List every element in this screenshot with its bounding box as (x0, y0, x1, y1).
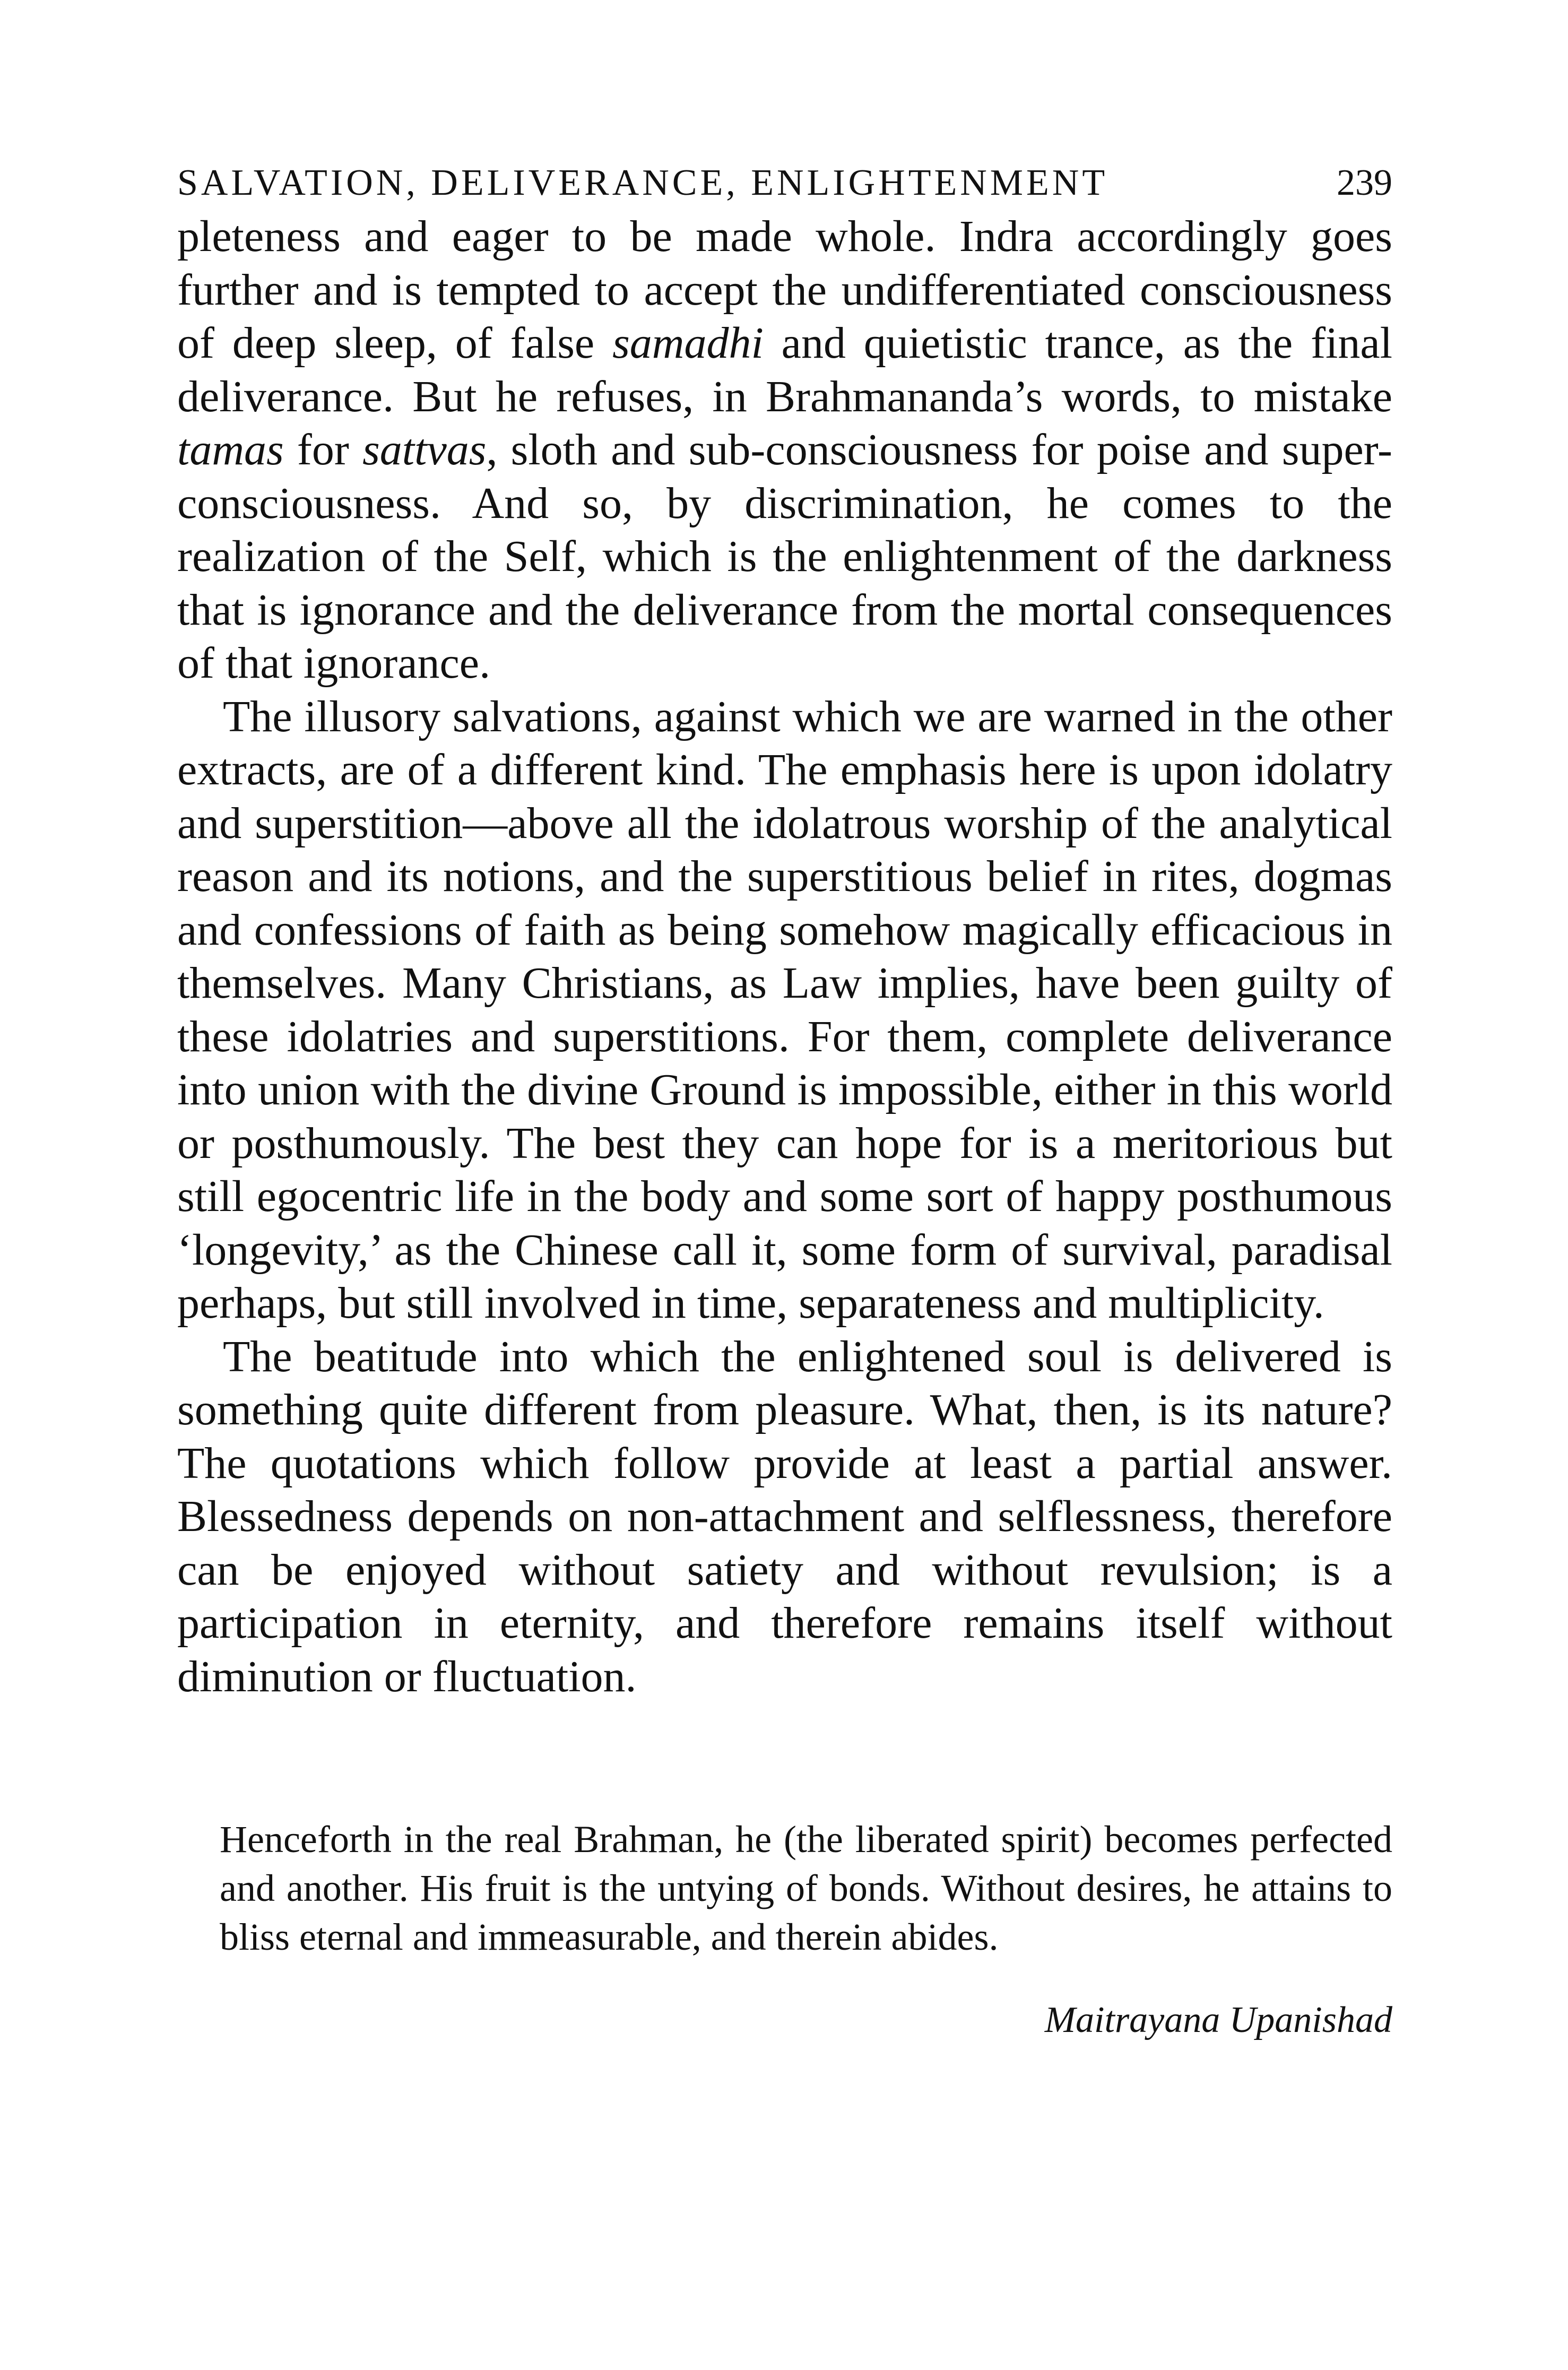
paragraph-3: The beatitude into which the enlightened soul is delivered is something quite different from pleasure. What, then, is its nature? The quotations which follow provide at least a partial answer. Blessedness depends on non-attachment and selflessness, therefore can be enjoyed without satiety and without revulsion; is a participation in eternity, and therefore remains itself without diminution or fluctuation. (177, 1331, 1392, 1701)
running-title: SALVATION, DELIVERANCE, ENLIGHTENMENT (177, 162, 1108, 203)
block-quote (220, 1815, 1392, 2044)
paragraph-1-part-a: pleteness and eager to be made whole. Indra accordingly goes further and is tempted to accept the undifferentiated consciousness of deep sleep, of false (177, 212, 1392, 368)
paragraph-1-part-b: and quietistic trance, as the final deliverance. But he refuses, in Brahmananda’s words, to mistake (177, 318, 1393, 421)
paragraph-1-part-d: , sloth and sub-consciousness for poise and super-consciousness. And so, by discrimination, he comes to the realization of the Self, which is the enlightenment of the darkness that is ignorance and the deliverance from the mortal consequences of that ignorance. (177, 425, 1392, 688)
book-page (177, 159, 1392, 2044)
term-sattvas: sattvas (362, 425, 487, 474)
quote-text: Henceforth in the real Brahman, he (the liberated spirit) becomes perfected and another. His fruit is the untying of bonds. Without desires, he attains to bliss eternal and immeasurable, and therein abides. (220, 1818, 1392, 1958)
paragraph-1-part-c: for (283, 425, 363, 474)
term-tamas: tamas (177, 425, 284, 474)
term-samadhi: samadhi (612, 318, 764, 368)
paragraph-2: The illusory salvations, against which we are warned in the other extracts, are of a different kind. The emphasis here is upon idolatry and superstition—above all the idolatrous worship of the analytical reason and its notions, and the superstitious belief in rites, dogmas and confessions of faith as being somehow magically efficacious in themselves. Many Christians, as Law implies, have been guilty of these idolatries and superstitions. For them, complete deliverance into union with the divine Ground is impossible, either in this world or posthumously. The best they can hope for is a meritorious but still egocentric life in the body and some sort of happy posthumous ‘longevity,’ as the Chinese call it, some form of survival, paradisal perhaps, but still involved in time, separateness and multiplicity. (177, 691, 1392, 1328)
page-number: 239 (1337, 162, 1392, 203)
body-text (177, 210, 1392, 1703)
running-head (177, 159, 1392, 207)
paragraph-1 (177, 210, 1392, 690)
quote-attribution: Maitrayana Upanishad (1044, 2000, 1392, 2040)
